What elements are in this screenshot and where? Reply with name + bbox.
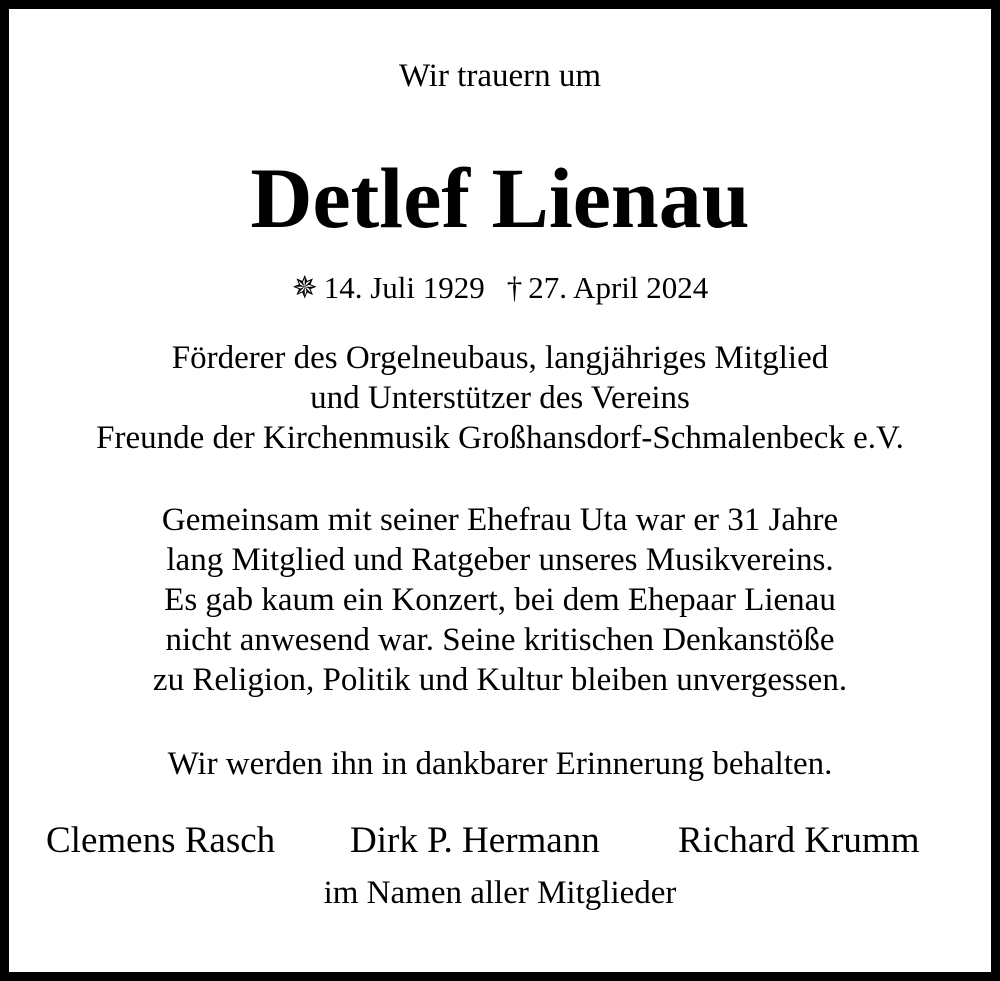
tribute-line: zu Religion, Politik und Kultur bleiben unvergessen. [152, 662, 848, 698]
life-dates [0, 268, 1000, 308]
intro-text: Wir trauern um [398, 58, 602, 94]
closing-text: im Namen aller Mitglieder [323, 875, 677, 911]
role-paragraph [0, 338, 1000, 458]
deceased-name: Detlef Lienau [250, 150, 750, 246]
signer-name: Dirk P. Hermann [350, 820, 600, 861]
birth-date: 14. Juli 1929 [323, 270, 485, 305]
signer-name: Richard Krumm [678, 820, 920, 861]
tribute-line: nicht anwesend war. Seine kritischen Denkanstöße [165, 622, 835, 658]
role-line: Freunde der Kirchenmusik Großhansdorf-Schmalenbeck e.V. [96, 420, 904, 456]
death-date: 27. April 2024 [528, 270, 709, 305]
signer-name: Clemens Rasch [46, 820, 276, 861]
tribute-paragraph [0, 500, 1000, 700]
death-cross-icon: † [506, 270, 523, 305]
tribute-line: Gemeinsam mit seiner Ehefrau Uta war er 31 Jahre [161, 502, 839, 538]
remembrance-text [0, 744, 1000, 784]
tribute-line: lang Mitglied und Ratgeber unseres Musikvereins. [166, 542, 834, 578]
remembrance-line: Wir werden ihn in dankbarer Erinnerung behalten. [167, 746, 833, 782]
birth-star-icon: ✵ [291, 270, 318, 305]
role-line: und Unterstützer des Vereins [310, 380, 690, 416]
role-line: Förderer des Orgelneubaus, langjähriges Mitglied [171, 340, 829, 376]
tribute-line: Es gab kaum ein Konzert, bei dem Ehepaar Lienau [164, 582, 836, 618]
